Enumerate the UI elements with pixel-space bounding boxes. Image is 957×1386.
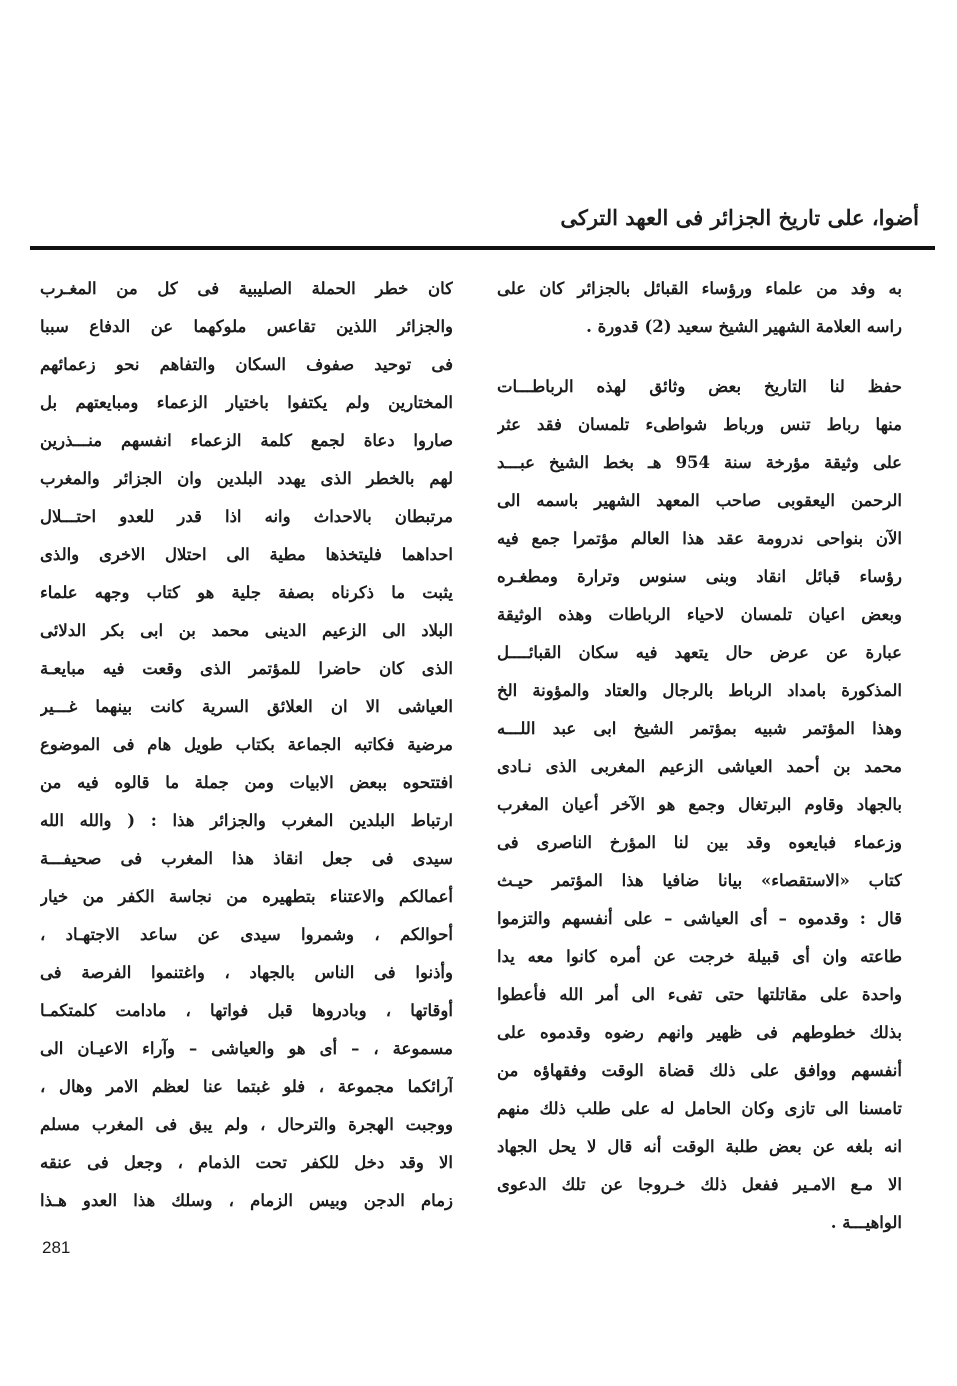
text-line: كان خطر الحملة الصليبية فى كل من المغـرب <box>40 279 453 298</box>
paragraph-gap <box>497 346 902 368</box>
text-line: منها رباط تنس ورباط شواطىء تلمسان فقد عثر <box>497 415 902 434</box>
text-line: وأذنوا فى الناس بالجهاد ، واغتنموا الفرصة فى <box>40 963 453 982</box>
text-line: بذلك خطوطهم فى ظهير وانهم رضوه وقدموه على <box>497 1023 902 1042</box>
text-line: يثبت ما ذكرناه بصفة جلية هو كتاب وجهه علماء <box>40 583 453 602</box>
text-line: رؤساء قبائل انقاد وبنى سنوس وترارة ومطغـره <box>497 567 902 586</box>
text-line: الرحمن اليعقوبى صاحب المعهد الشهير باسمه الى <box>497 491 902 510</box>
paragraph-1 <box>497 270 902 346</box>
text-line: قال : وقدموه – أى العياشى – على أنفسهم والتزموا <box>497 909 902 928</box>
text-line: عبارة عن عرض حال يتعهد فيه سكان القبائــــل <box>497 643 902 662</box>
text-line: وهذا المؤتمر شبيه بمؤتمر الشيخ ابى عبد اللـــه <box>497 719 902 738</box>
header-rule <box>30 246 935 250</box>
text-line: وبعض اعيان تلمسان لاحياء الرباطات وهذه الوثيقة <box>497 605 902 624</box>
text-line: حفظ لنا التاريخ بعض وثائق لهذه الرباطـــات <box>497 377 902 396</box>
page-number: 281 <box>42 1238 71 1257</box>
text-line: فى توحيد صفوف السكان والتفاهم نحو زعمائهم <box>40 355 453 374</box>
text-line: آرائكما مجموعة ، فلو غبتما عنا لعظم الامر وهال ، <box>40 1077 453 1096</box>
text-line: الا وقد دخل للكفر تحت الذمام ، وجعل فى عنقه <box>40 1153 453 1172</box>
text-line: سيدى فى جعل انقاذ هذا المغرب فى صحيفـــة <box>40 849 453 868</box>
text-line: على وثيقة مؤرخة سنة 954 هـ بخط الشيخ عبـــد <box>497 453 902 472</box>
text-line: ووجبت الهجرة والترحال ، ولم يبق فى المغرب مسلم <box>40 1115 453 1134</box>
text-line: به وفد من علماء ورؤساء القبائل بالجزائر كان على <box>497 279 902 298</box>
text-line: ارتباط البلدين المغرب والجزائر هذا : ( والله الله <box>40 811 453 830</box>
text-line: افتتحوه ببعض الابيات ومن جملة ما قالوه فيه من <box>40 773 453 792</box>
text-line: الواهيـــة . <box>830 1213 902 1232</box>
text-line: زمام الدجن وبيس الزمام ، وسلك هذا العدو هـذا <box>40 1191 453 1210</box>
text-line: والجزائر اللذين تقاعس ملوكهما عن الدفاع سببا <box>40 317 453 336</box>
text-line: أعمالكم والاعتناء بتطهيره من نجاسة الكفر من خيار <box>40 887 453 906</box>
text-line: احداهما فليتخذها مطية الى احتلال الاخرى والذى <box>40 545 453 564</box>
text-line: مرضية فكاتبه الجماعة بكتاب طويل هام فى الموضوع <box>40 735 453 754</box>
text-line: أنفسهم ووافق على ذلك قضاة الوقت وفقهاؤه من <box>497 1061 902 1080</box>
left-column <box>40 270 453 1220</box>
text-line: راسه العلامة الشهير الشيخ سعيد (2) قدورة . <box>586 317 902 336</box>
running-head-title: أضوا، على تاريخ الجزائر فى العهد التركى <box>560 205 919 230</box>
text-line: واحدة على مقاتلتها حتى تفىء الى أمر الله فأعطوا <box>497 985 902 1004</box>
text-line: وزعماء فبايعوه وقد بين لنا المؤرخ الناصرى فى <box>497 833 902 852</box>
paragraph-2 <box>497 368 902 1242</box>
text-line: انه بلغه عن بعض طلبة الوقت أنه قال لا يحل الجهاد <box>497 1137 902 1156</box>
text-line: الآن بنواحى ندرومة عقد هذا العالم مؤتمرا جمع فيه <box>497 529 902 548</box>
text-line: المذكورة بامداد الرباط بالرجال والعتاد والمؤونة الخ <box>497 681 902 700</box>
text-line: محمد بن أحمد العياشى الزعيم المغربى الذى نـادى <box>497 757 902 776</box>
text-line: أوقاتها ، وبادروها قبل فواتها ، مادامت كلمتكمـا <box>40 1001 453 1020</box>
right-column <box>497 270 902 1242</box>
text-line: أحوالكم ، وشمروا سيدى عن ساعد الاجتهـاد ، <box>40 925 453 944</box>
text-line: طاعته وان أى قبيلة خرجت عن أمره كانوا معه يدا <box>497 947 902 966</box>
text-line: تامسنا الى تازى وكان الحامل له على طلب ذلك منهم <box>497 1099 902 1118</box>
text-line: الا مـع الامـير ففعل ذلك خـروجا عن تلك الدعوى <box>497 1175 902 1194</box>
text-line: كتاب «الاستقصاء» بيانا ضافيا هذا المؤتمر حيـث <box>497 871 902 890</box>
text-line: الذى كان حاضرا للمؤتمر الذى وقعت فيه مبايعـة <box>40 659 453 678</box>
text-line: لهم بالخطر الذى يهدد البلدين وان الجزائر والمغرب <box>40 469 453 488</box>
text-line: البلاد الى الزعيم الدينى محمد بن ابى بكر الدلائى <box>40 621 453 640</box>
text-line: بالجهاد وقاوم البرتغال وجمع هو الآخر أعيان المغرب <box>497 795 902 814</box>
text-line: مرتبطان بالاحداث وانه اذا قدر للعدو احتـــلال <box>40 507 453 526</box>
text-line: العياشى الا ان العلائق السرية كانت بينهما غـــير <box>40 697 453 716</box>
text-line: صاروا دعاة لجمع كلمة الزعماء انفسهم منـــذرين <box>40 431 453 450</box>
text-line: المختارين ولم يكتفوا باختيار الزعماء ومبايعتهم بل <box>40 393 453 412</box>
text-line: مسموعة ، – أى هو والعياشى – وآراء الاعيـان الى <box>40 1039 453 1058</box>
